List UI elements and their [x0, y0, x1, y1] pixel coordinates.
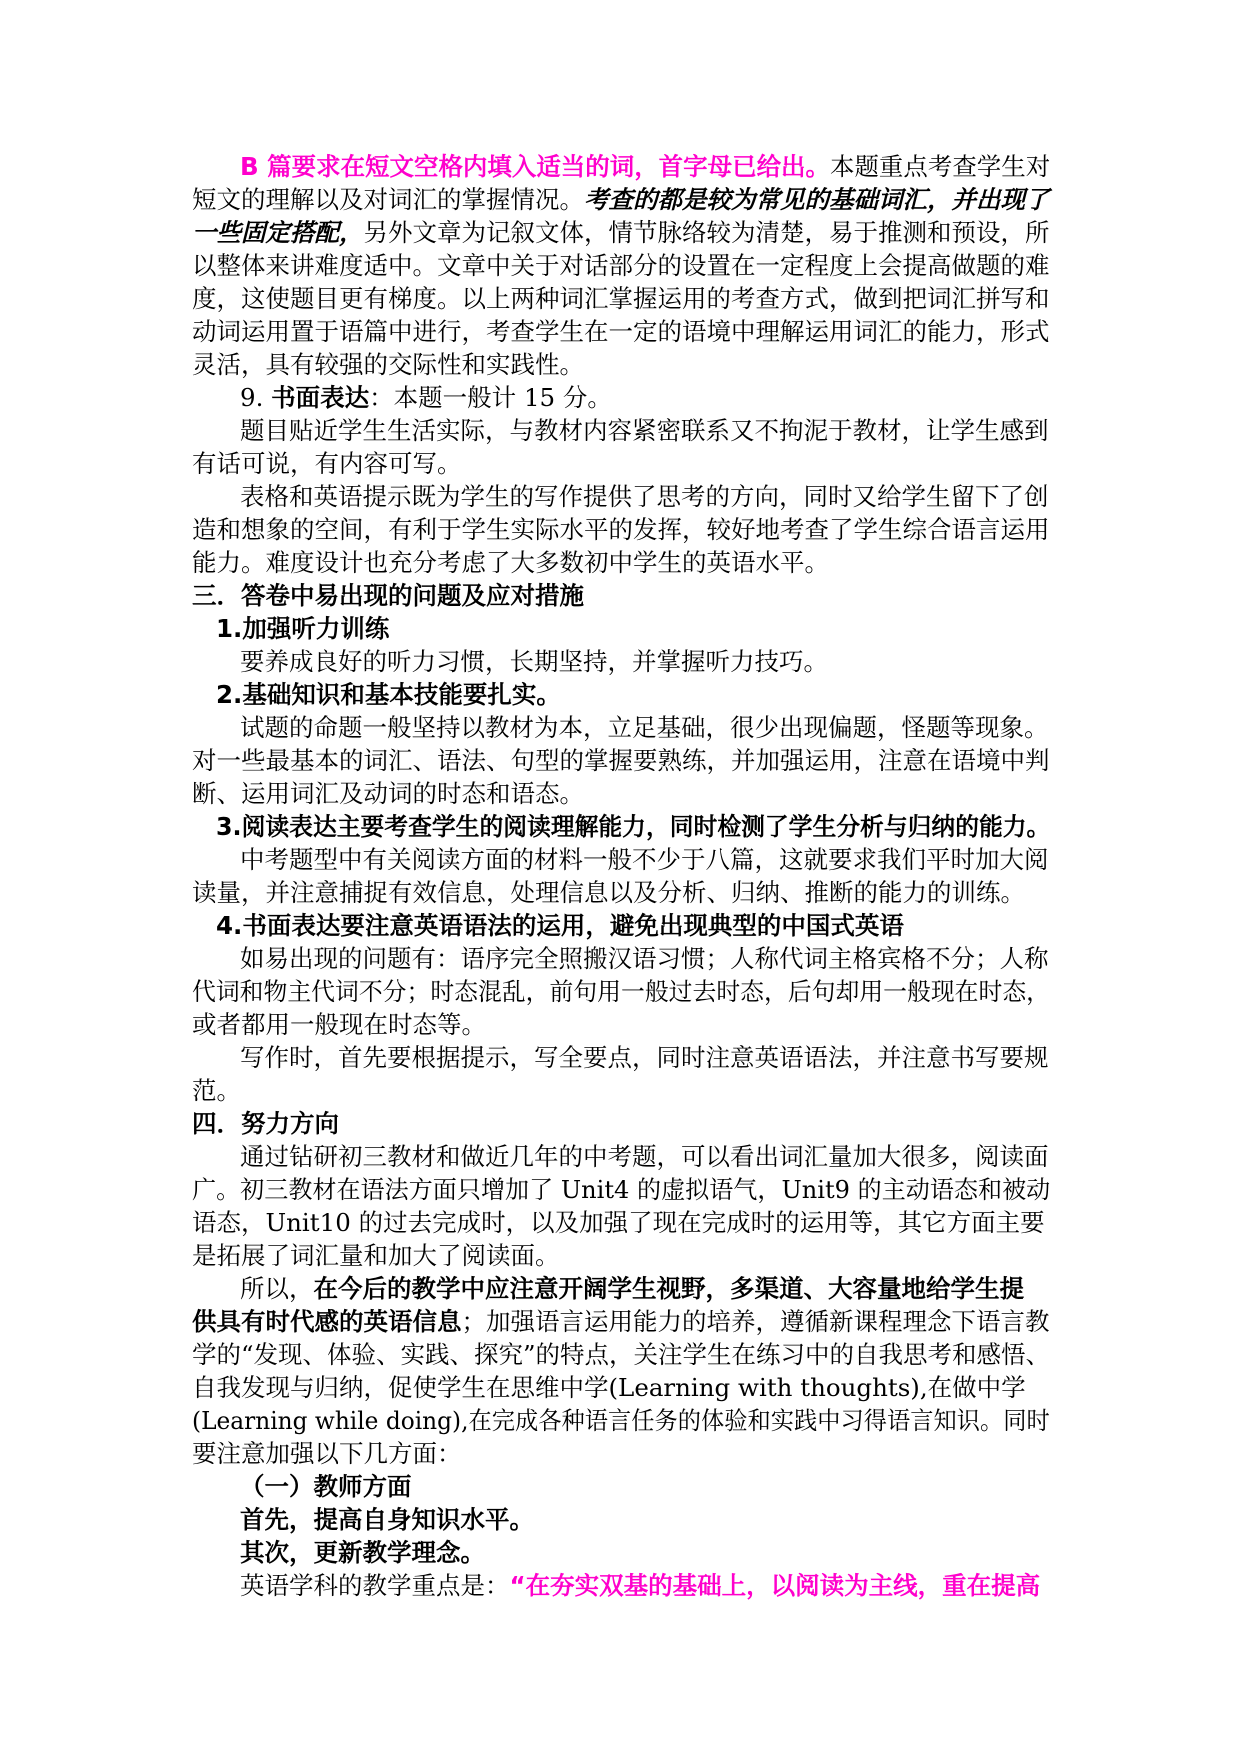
line-42-seg-1: 首先，提高自身知识水平。	[240, 1505, 534, 1534]
line-29-seg-1: 范。	[192, 1076, 241, 1105]
text-line-41	[240, 1470, 412, 1503]
text-line-43	[240, 1536, 485, 1569]
text-line-26	[192, 975, 1050, 1008]
line-36-seg-1: 供具有时代感的英语信息	[192, 1307, 462, 1336]
text-line-9	[240, 414, 1049, 447]
line-23-seg-1: 读量，并注意捕捉有效信息，处理信息以及分析、归纳、推断的能力的训练。	[192, 878, 1025, 907]
text-line-12	[192, 513, 1050, 546]
line-31-seg-1: 通过钻研初三教材和做近几年的中考题，可以看出词汇量加大很多，阅读面	[240, 1142, 1049, 1171]
text-line-34	[192, 1239, 560, 1272]
line-34-seg-1: 是拓展了词汇量和加大了阅读面。	[192, 1241, 560, 1270]
text-line-16	[240, 645, 828, 678]
line-36-seg-2: ；加强语言运用能力的培养，遵循新课程理念下语言教	[461, 1307, 1050, 1336]
text-line-3	[192, 216, 1050, 249]
line-35-seg-2: 在今后的教学中应注意开阔学生视野，多渠道、大容量地给学生提	[313, 1274, 1024, 1303]
line-15-seg-1: 1.加强听力训练	[216, 614, 390, 643]
line-16-seg-1: 要养成良好的听力习惯，长期坚持，并掌握听力技巧。	[240, 647, 828, 676]
text-line-38	[192, 1371, 1026, 1404]
line-43-seg-1: 其次，更新教学理念。	[240, 1538, 485, 1567]
text-line-2	[192, 183, 1050, 216]
text-line-31	[240, 1140, 1049, 1173]
text-line-13	[192, 546, 829, 579]
text-line-40	[192, 1437, 462, 1470]
line-27-seg-1: 或者都用一般现在时态等。	[192, 1010, 486, 1039]
line-19-seg-1: 对一些最基本的词汇、语法、句型的掌握要熟练，并加强运用，注意在语境中判	[192, 746, 1050, 775]
text-line-15	[216, 612, 389, 645]
text-line-28	[240, 1041, 1049, 1074]
line-32-seg-1: 广。初三教材在语法方面只增加了 Unit4 的虚拟语气，Unit9 的主动语态和被动	[192, 1175, 1051, 1204]
text-line-11	[240, 480, 1049, 513]
line-37-seg-1: 学的“发现、体验、实践、探究”的特点，关注学生在练习中的自我思考和感悟、	[192, 1340, 1051, 1369]
text-line-27	[192, 1008, 486, 1041]
line-33-seg-1: 语态，Unit10 的过去完成时，以及加强了现在完成时的运用等，其它方面主要	[192, 1208, 1045, 1237]
line-8-seg-2: 书面表达	[271, 383, 370, 412]
line-11-seg-1: 表格和英语提示既为学生的写作提供了思考的方向，同时又给学生留下了创	[240, 482, 1049, 511]
text-line-44	[240, 1569, 1040, 1602]
text-line-22	[240, 843, 1049, 876]
text-line-25	[240, 942, 1049, 975]
text-line-23	[192, 876, 1025, 909]
text-line-39	[192, 1404, 1050, 1437]
text-line-5	[192, 282, 1050, 315]
line-26-seg-1: 代词和物主代词不分；时态混乱，前句用一般过去时态，后句却用一般现在时态，	[192, 977, 1050, 1006]
text-line-32	[192, 1173, 1050, 1206]
line-44-seg-2: “在夯实双基的基础上，以阅读为主线，重在提高	[509, 1571, 1041, 1600]
line-38-seg-1: 自我发现与归纳，促使学生在思维中学(Learning with thoughts),在做中学	[192, 1373, 1026, 1402]
text-line-4	[192, 249, 1050, 282]
line-24-seg-1: 4.书面表达要注意英语语法的运用，避免出现典型的中国式英语	[216, 911, 904, 940]
line-28-seg-1: 写作时，首先要根据提示，写全要点，同时注意英语语法，并注意书写要规	[240, 1043, 1049, 1072]
line-2-seg-2: 考查的都是较为常见的基础词汇，并出现了	[584, 185, 1050, 214]
line-39-seg-1: (Learning while doing),在完成各种语言任务的体验和实践中习得语言知识。同时	[192, 1406, 1050, 1435]
text-line-42	[240, 1503, 534, 1536]
line-22-seg-1: 中考题型中有关阅读方面的材料一般不少于八篇，这就要求我们平时加大阅	[240, 845, 1049, 874]
line-40-seg-1: 要注意加强以下几方面：	[192, 1439, 462, 1468]
line-8-seg-3: ：本题一般计 15 分。	[369, 383, 612, 412]
text-line-33	[192, 1206, 1045, 1239]
text-line-18	[240, 711, 1049, 744]
line-6-seg-1: 动词运用置于语篇中进行，考查学生在一定的语境中理解运用词汇的能力，形式	[192, 317, 1050, 346]
text-line-20	[192, 777, 584, 810]
line-18-seg-1: 试题的命题一般坚持以教材为本，立足基础，很少出现偏题，怪题等现象。	[240, 713, 1049, 742]
text-line-8	[240, 381, 612, 414]
text-line-37	[192, 1338, 1050, 1371]
text-line-30	[192, 1107, 339, 1140]
line-4-seg-1: 以整体来讲难度适中。文章中关于对话部分的设置在一定程度上会提高做题的难	[192, 251, 1050, 280]
line-13-seg-1: 能力。难度设计也充分考虑了大多数初中学生的英语水平。	[192, 548, 829, 577]
text-line-7	[192, 348, 584, 381]
line-3-seg-1: 一些固定搭配，	[192, 218, 364, 247]
line-5-seg-1: 度，这使题目更有梯度。以上两种词汇掌握运用的考查方式，做到把词汇拼写和	[192, 284, 1050, 313]
line-9-seg-1: 题目贴近学生生活实际，与教材内容紧密联系又不拘泥于教材，让学生感到	[240, 416, 1049, 445]
text-line-1	[240, 150, 1050, 183]
text-line-6	[192, 315, 1050, 348]
line-12-seg-1: 造和想象的空间，有利于学生实际水平的发挥，较好地考查了学生综合语言运用	[192, 515, 1050, 544]
line-1-seg-1: B 篇要求在短文空格内填入适当的词，首字母已给出。	[240, 152, 830, 181]
text-line-24	[216, 909, 904, 942]
text-line-10	[192, 447, 462, 480]
text-line-17	[216, 678, 561, 711]
line-25-seg-1: 如易出现的问题有：语序完全照搬汉语习惯；人称代词主格宾格不分；人称	[240, 944, 1049, 973]
line-2-seg-1: 短文的理解以及对词汇的掌握情况。	[192, 185, 584, 214]
text-line-14	[192, 579, 584, 612]
line-20-seg-1: 断、运用词汇及动词的时态和语态。	[192, 779, 584, 808]
text-line-35	[240, 1272, 1024, 1305]
line-14-seg-1: 三．答卷中易出现的问题及应对措施	[192, 581, 584, 610]
text-line-36	[192, 1305, 1050, 1338]
line-1-seg-2: 本题重点考查学生对	[829, 152, 1051, 181]
line-8-seg-1: 9.	[240, 383, 272, 412]
line-17-seg-1: 2.基础知识和基本技能要扎实。	[216, 680, 561, 709]
line-21-seg-1: 3.阅读表达主要考查学生的阅读理解能力，同时检测了学生分析与归纳的能力。	[216, 812, 1051, 841]
line-44-seg-1: 英语学科的教学重点是：	[240, 1571, 510, 1600]
line-10-seg-1: 有话可说，有内容可写。	[192, 449, 462, 478]
line-7-seg-1: 灵活，具有较强的交际性和实践性。	[192, 350, 584, 379]
text-line-29	[192, 1074, 241, 1107]
text-line-21	[216, 810, 1050, 843]
text-line-19	[192, 744, 1050, 777]
line-41-seg-1: （一）教师方面	[240, 1472, 412, 1501]
line-30-seg-1: 四．努力方向	[192, 1109, 339, 1138]
line-3-seg-2: 另外文章为记叙文体，情节脉络较为清楚，易于推测和预设，所	[363, 218, 1050, 247]
line-35-seg-1: 所以，	[240, 1274, 314, 1303]
